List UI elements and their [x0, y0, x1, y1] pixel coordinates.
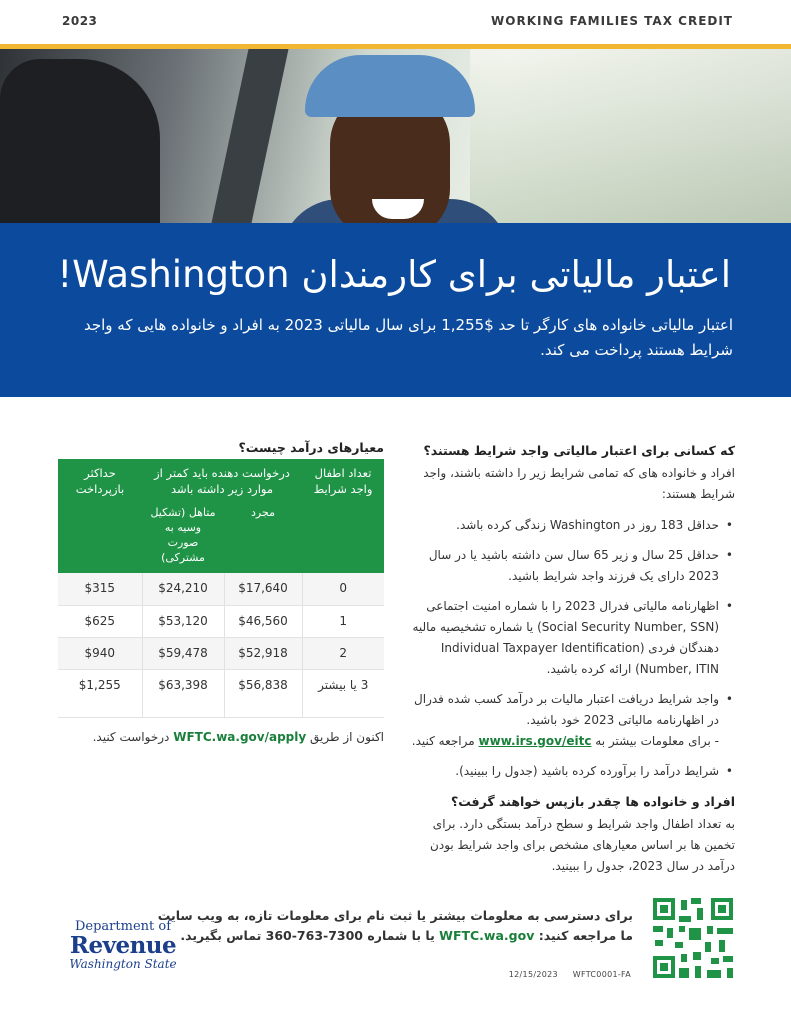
income-section: [58, 440, 384, 744]
eligibility-intro: افراد و خانواده های که تمامی شرایط زیر را داشته باشند، واجد شرایط هستند:: [423, 466, 735, 501]
col-children: تعداد اطفال واجد شرایط: [302, 459, 384, 573]
cell-single: $56,838: [224, 669, 302, 717]
qr-code-icon[interactable]: [653, 898, 733, 978]
cell-max: $940: [58, 637, 142, 669]
hero-photo: [0, 49, 791, 223]
logo-line-3: Washington State: [69, 957, 177, 971]
footer-line-2-suffix: یا با شماره 7300-763-360 تماس بگیرید.: [180, 928, 435, 943]
apply-link[interactable]: WFTC.wa.gov/apply: [173, 729, 307, 744]
income-table: [58, 459, 384, 718]
document-id: [497, 970, 631, 979]
list-item: • شرایط درآمد را برآورده کرده باشید (جدول را ببینید).: [405, 761, 735, 782]
document-date: 12/15/2023: [508, 970, 558, 979]
irs-link[interactable]: www.irs.gov/eitc: [478, 734, 592, 748]
apply-prefix: اکنون از طریق: [310, 729, 384, 744]
cell-married: $53,120: [142, 605, 224, 637]
col-single: مجرد: [224, 503, 302, 573]
page-header: [0, 0, 791, 46]
cell-children: 2: [302, 637, 384, 669]
apply-suffix: درخواست کنید.: [92, 729, 170, 744]
irs-note-prefix: - برای معلومات بیشتر به: [595, 734, 719, 748]
eligibility-list: [405, 515, 735, 782]
document-code: WFTC0001-FA: [572, 970, 631, 979]
list-item: [405, 689, 735, 752]
list-item-text: واجد شرایط دریافت اعتبار مالیات بر درآمد کسب شده فدرال در اظهارنامه مالیاتی 2023 خود باشید.: [414, 692, 719, 727]
page-footer: [0, 890, 791, 1024]
cell-married: $59,478: [142, 637, 224, 669]
table-row: [58, 637, 384, 669]
program-label: WORKING FAMILIES TAX CREDIT: [491, 14, 733, 28]
hero-subtitle: اعتبار مالیاتی خانواده های کارگر تا حد $1,255 برای سال مالیاتی 2023 به افراد و خانواده هایی که واجد شرایط هستند پرداخت می کند.: [83, 316, 733, 359]
cell-max: $1,255: [58, 669, 142, 717]
list-item: • حداقل 183 روز در Washington زندگی کرده باشد.: [405, 515, 735, 536]
cell-children: 1: [302, 605, 384, 637]
col-married: متاهل (تشکیل وسیه به صورت مشترکی): [142, 503, 224, 573]
hero-banner: [0, 223, 791, 397]
footer-line-2-prefix: ما مراجعه کنید:: [538, 928, 633, 943]
page-title: اعتبار مالیاتی برای کارمندان Washington!: [57, 253, 731, 296]
cell-max: $625: [58, 605, 142, 637]
footer-line-1: برای دسترسی به معلومات بیشتر یا ثبت نام برای معلومات تازه، به ویب سایت: [157, 908, 633, 923]
footer-site-link[interactable]: WFTC.wa.gov: [439, 928, 535, 943]
eligibility-section: [405, 440, 735, 877]
eligibility-heading: که کسانی برای اعتبار مالیاتی واجد شرایط هستند؟: [423, 443, 735, 458]
income-heading: معیارهای درآمد چیست؟: [238, 440, 384, 455]
list-item: • حداقل 25 سال و زیر 65 سال سن داشته باشید یا در سال 2023 دارای یک فرزند واجد شرایط باشید.: [405, 545, 735, 587]
cell-children: 3 یا بیشتر: [302, 669, 384, 717]
cell-max: $315: [58, 573, 142, 605]
table-row: [58, 573, 384, 605]
refund-text: به تعداد اطفال واجد شرایط و سطح درآمد بستگی دارد. برای تخمین ها بر اساس معیارهای مشخص برای واجد شرایط بودن درآمد در سال 2023، جدول را ببینید.: [430, 817, 735, 873]
logo-line-2: Revenue: [69, 932, 177, 959]
col-max-refund: حداکثر بازپرداخت: [58, 459, 142, 573]
list-item: • اظهارنامه مالیاتی فدرال 2023 را با شماره امنیت اجتماعی (Social Security Number, SSN) یا شماره تشخیصیه مالیه دهندگان فردی (Individual Taxpayer Identification Number, ITIN) ارائه کرده باشید.: [405, 596, 735, 680]
cell-married: $63,398: [142, 669, 224, 717]
cell-single: $17,640: [224, 573, 302, 605]
footer-contact: [153, 906, 633, 946]
table-row: [58, 605, 384, 637]
cell-married: $24,210: [142, 573, 224, 605]
cell-single: $46,560: [224, 605, 302, 637]
footer-line-2: [153, 926, 633, 946]
cell-single: $52,918: [224, 637, 302, 669]
irs-note-suffix: مراجعه کنید.: [411, 734, 475, 748]
refund-heading: افراد و خانواده ها چقدر بازپس خواهند گرفت؟: [450, 794, 735, 809]
cell-children: 0: [302, 573, 384, 605]
year-label: 2023: [62, 14, 98, 28]
apply-line: [58, 730, 384, 744]
table-row: [58, 669, 384, 717]
logo-line-1: Department of: [74, 919, 171, 934]
col-income-group: درخواست دهنده باید کمتر از موارد زیر داشته باشد: [142, 459, 302, 503]
